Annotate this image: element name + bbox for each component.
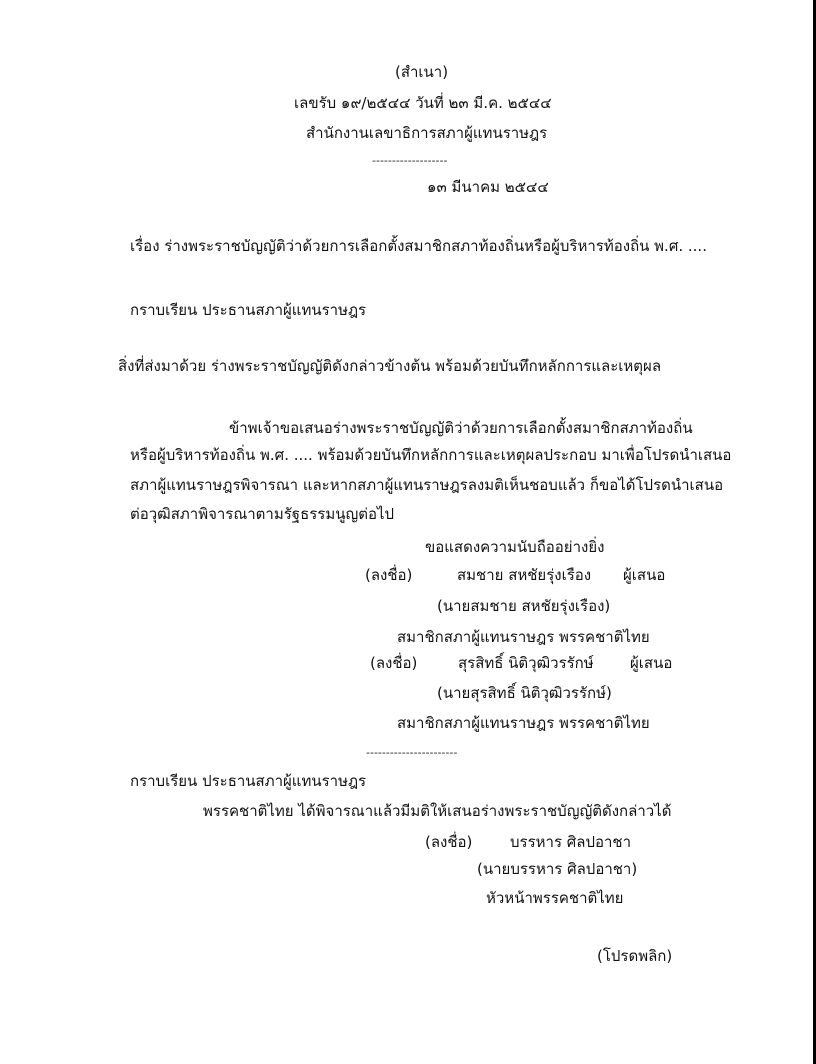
body-line: ข้าพเจ้าขอเสนอร่างพระราชบัญญัติว่าด้วยการเลือกตั้งสมาชิกสภาท้องถิ่น (229, 419, 693, 437)
turn-over-note: (โปรดพลิก) (597, 947, 673, 965)
body-line: หรือผู้บริหารท้องถิ่น พ.ศ. .... พร้อมด้วยบันทึกหลักการและเหตุผลประกอบ มาเพื่อโปรดนำเสนอ (130, 446, 732, 464)
letter-date: ๑๓ มีนาคม ๒๕๔๔ (427, 178, 549, 196)
signatory-name: สมชาย สหชัยรุ่งเรือง (457, 566, 592, 584)
signatory-role: ผู้เสนอ (630, 654, 673, 672)
endorser-name: บรรหาร ศิลปอาชา (510, 833, 632, 851)
signatory-position: สมาชิกสภาผู้แทนราษฎร พรรคชาติไทย (397, 714, 650, 732)
endorser-position: หัวหน้าพรรคชาติไทย (486, 889, 624, 907)
sign-label: (ลงชื่อ) (425, 833, 473, 851)
enclosure-line: สิ่งที่ส่งมาด้วย ร่างพระราชบัญญัติดังกล่าวข้างต้น พร้อมด้วยบันทึกหลักการและเหตุผล (118, 357, 662, 375)
section-divider: ----------------------- (366, 746, 458, 759)
sign-label: (ลงชื่อ) (370, 654, 418, 672)
endorsement-text: พรรคชาติไทย ได้พิจารณาแล้วมีมติให้เสนอร่างพระราชบัญญัติดังกล่าวได้ (203, 802, 672, 820)
salutation: กราบเรียน ประธานสภาผู้แทนราษฎร (130, 301, 367, 319)
signatory-name: สุรสิทธิ์ นิติวุฒิวรรักษ์ (458, 654, 594, 672)
signatory-full-name: (นายสมชาย สหชัยรุ่งเรือง) (437, 597, 611, 615)
signatory-role: ผู้เสนอ (623, 566, 666, 584)
endorser-full-name: (นายบรรหาร ศิลปอาชา) (477, 860, 638, 878)
body-line: สภาผู้แทนราษฎรพิจารณา และหากสภาผู้แทนราษฎรลงมติเห็นชอบแล้ว ก็ขอได้โปรดนำเสนอ (130, 476, 724, 494)
copy-label: (สำเนา) (395, 63, 449, 81)
endorsement-salutation: กราบเรียน ประธานสภาผู้แทนราษฎร (130, 772, 367, 790)
office-name: สำนักงานเลขาธิการสภาผู้แทนราษฎร (306, 124, 548, 142)
subject-line: เรื่อง ร่างพระราชบัญญัติว่าด้วยการเลือกตั้งสมาชิกสภาท้องถิ่นหรือผู้บริหารท้องถิ่น พ.ศ. .... (130, 237, 707, 255)
body-line: ต่อวุฒิสภาพิจารณาตามรัฐธรรมนูญต่อไป (130, 505, 395, 523)
header-divider: ------------------- (372, 154, 448, 167)
closing-line: ขอแสดงความนับถืออย่างยิ่ง (425, 538, 605, 556)
signatory-full-name: (นายสุรสิทธิ์ นิติวุฒิวรรักษ์) (437, 684, 612, 702)
sign-label: (ลงชื่อ) (365, 566, 413, 584)
signatory-position: สมาชิกสภาผู้แทนราษฎร พรรคชาติไทย (397, 628, 650, 646)
receipt-number: เลขรับ ๑๙/๒๕๔๔ วันที่ ๒๓ มี.ค. ๒๕๔๔ (294, 94, 552, 112)
